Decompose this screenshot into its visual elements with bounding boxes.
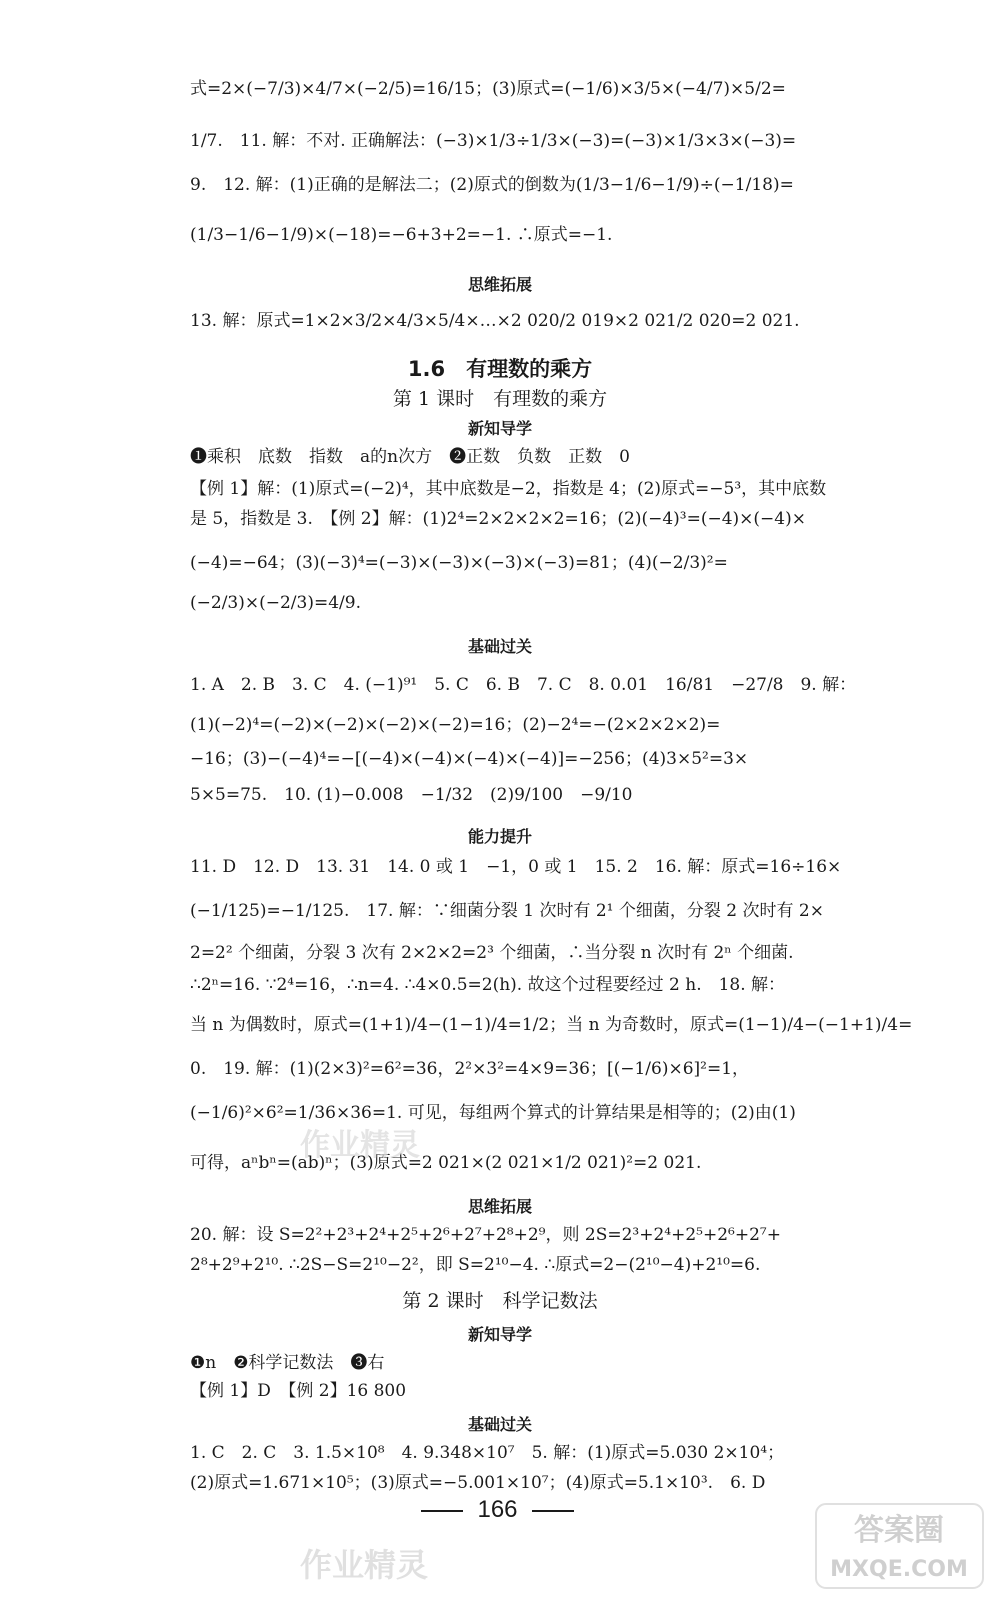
- watermark-bottom: 作业精灵: [300, 1546, 429, 1584]
- text-line: (−1/6)²×6²=1/36×36=1. 可见，每组两个算式的计算结果是相等的；(2)由(1): [190, 1103, 796, 1123]
- text-line: −16；(3)−(−4)⁴=−[(−4)×(−4)×(−4)×(−4)]=−256；(4)3×5²=3×: [190, 749, 749, 769]
- text-line: 1. A 2. B 3. C 4. (−1)⁹¹ 5. C 6. B 7. C 8. 0.01 16/81 −27/8 9. 解：: [190, 675, 857, 695]
- section-heading: 新知导学: [467, 419, 532, 438]
- section-heading: 思维拓展: [467, 1197, 532, 1216]
- watermark-center: 作业精灵: [300, 1128, 420, 1163]
- section-title: 1.6 有理数的乘方: [407, 357, 593, 381]
- watermark-logo-icon: [812, 1500, 987, 1592]
- lesson-title: 第 2 课时 科学记数法: [402, 1290, 598, 1312]
- text-line: (1)(−2)⁴=(−2)×(−2)×(−2)×(−2)=16；(2)−2⁴=−(2×2×2×2)=: [190, 715, 721, 735]
- text-line: 式=2×(−7/3)×4/7×(−2/5)=16/15；(3)原式=(−1/6)×3/5×(−4/7)×5/2=: [190, 79, 786, 99]
- section-heading: 新知导学: [467, 1325, 532, 1344]
- watermark-logo: [812, 1500, 987, 1592]
- section-heading: 基础过关: [467, 1415, 532, 1434]
- lesson-title: 第 1 课时 有理数的乘方: [392, 388, 608, 410]
- text-line: 【例 1】解：(1)原式=(−2)⁴，其中底数是−2，指数是 4；(2)原式=−5³，其中底数: [190, 479, 827, 499]
- text-line: (−1/125)=−1/125. 17. 解：∵细菌分裂 1 次时有 2¹ 个细菌，分裂 2 次时有 2×: [190, 901, 824, 921]
- watermark-logo-top: 答案圈: [854, 1513, 944, 1548]
- text-line: (−2/3)×(−2/3)=4/9.: [190, 593, 361, 613]
- text-line: 5×5=75. 10. (1)−0.008 −1/32 (2)9/100 −9/10: [190, 785, 633, 805]
- text-line: 当 n 为偶数时，原式=(1+1)/4−(1−1)/4=1/2；当 n 为奇数时，原式=(1−1)/4−(−1+1)/4=: [190, 1015, 913, 1035]
- text-line: ❶n ❷科学记数法 ❸右: [190, 1353, 385, 1373]
- text-line: 11. D 12. D 13. 31 14. 0 或 1 −1，0 或 1 15. 2 16. 解：原式=16÷16×: [190, 857, 842, 877]
- text-line: (1/3−1/6−1/9)×(−18)=−6+3+2=−1. ∴原式=−1.: [190, 225, 613, 245]
- text-line: ∴2ⁿ=16. ∵2⁴=16，∴n=4. ∴4×0.5=2(h). 故这个过程要经过 2 h. 18. 解：: [190, 975, 786, 995]
- text-line: ❶乘积 底数 指数 a的n次方 ❷正数 负数 正数 0: [190, 447, 630, 467]
- text-line: 可得，aⁿbⁿ=(ab)ⁿ；(3)原式=2 021×(2 021×1/2 021)²=2 021.: [190, 1153, 702, 1173]
- dash-left: [421, 1510, 463, 1512]
- text-line: 9. 12. 解：(1)正确的是解法二；(2)原式的倒数为(1/3−1/6−1/9)÷(−1/18)=: [190, 175, 794, 195]
- text-line: 是 5，指数是 3. 【例 2】解：(1)2⁴=2×2×2×2=16；(2)(−4)³=(−4)×(−4)×: [190, 509, 806, 529]
- text-line: 1/7. 11. 解：不对. 正确解法：(−3)×1/3÷1/3×(−3)=(−3)×1/3×3×(−3)=: [190, 131, 797, 151]
- watermark-logo-bottom: MXQE.COM: [830, 1557, 968, 1582]
- text-line: 0. 19. 解：(1)(2×3)²=6²=36，2²×3²=4×9=36；[(−1/6)×6]²=1，: [190, 1059, 750, 1079]
- text-line: 20. 解：设 S=2²+2³+2⁴+2⁵+2⁶+2⁷+2⁸+2⁹，则 2S=2³+2⁴+2⁵+2⁶+2⁷+: [190, 1225, 781, 1245]
- dash-right: [532, 1510, 574, 1512]
- text-line: 2⁸+2⁹+2¹⁰. ∴2S−S=2¹⁰−2²，即 S=2¹⁰−4. ∴原式=2−(2¹⁰−4)+2¹⁰=6.: [190, 1255, 761, 1275]
- page-number-text: 166: [477, 1496, 518, 1523]
- text-line: (−4)=−64；(3)(−3)⁴=(−3)×(−3)×(−3)×(−3)=81；(4)(−2/3)²=: [190, 553, 728, 573]
- text-line: (2)原式=1.671×10⁵；(3)原式=−5.001×10⁷；(4)原式=5.1×10³. 6. D: [190, 1473, 766, 1493]
- section-heading: 基础过关: [467, 637, 532, 656]
- text-line: 1. C 2. C 3. 1.5×10⁸ 4. 9.348×10⁷ 5. 解：(1)原式=5.030 2×10⁴；: [190, 1443, 785, 1463]
- text-line: 2=2² 个细菌，分裂 3 次有 2×2×2=2³ 个细菌，∴当分裂 n 次时有 2ⁿ 个细菌.: [190, 943, 794, 963]
- section-heading: 思维拓展: [467, 275, 532, 294]
- section-heading: 能力提升: [467, 827, 532, 846]
- text-line: 【例 1】D 【例 2】16 800: [190, 1381, 407, 1401]
- text-line: 13. 解：原式=1×2×3/2×4/3×5/4×…×2 020/2 019×2 021/2 020=2 021.: [190, 311, 800, 331]
